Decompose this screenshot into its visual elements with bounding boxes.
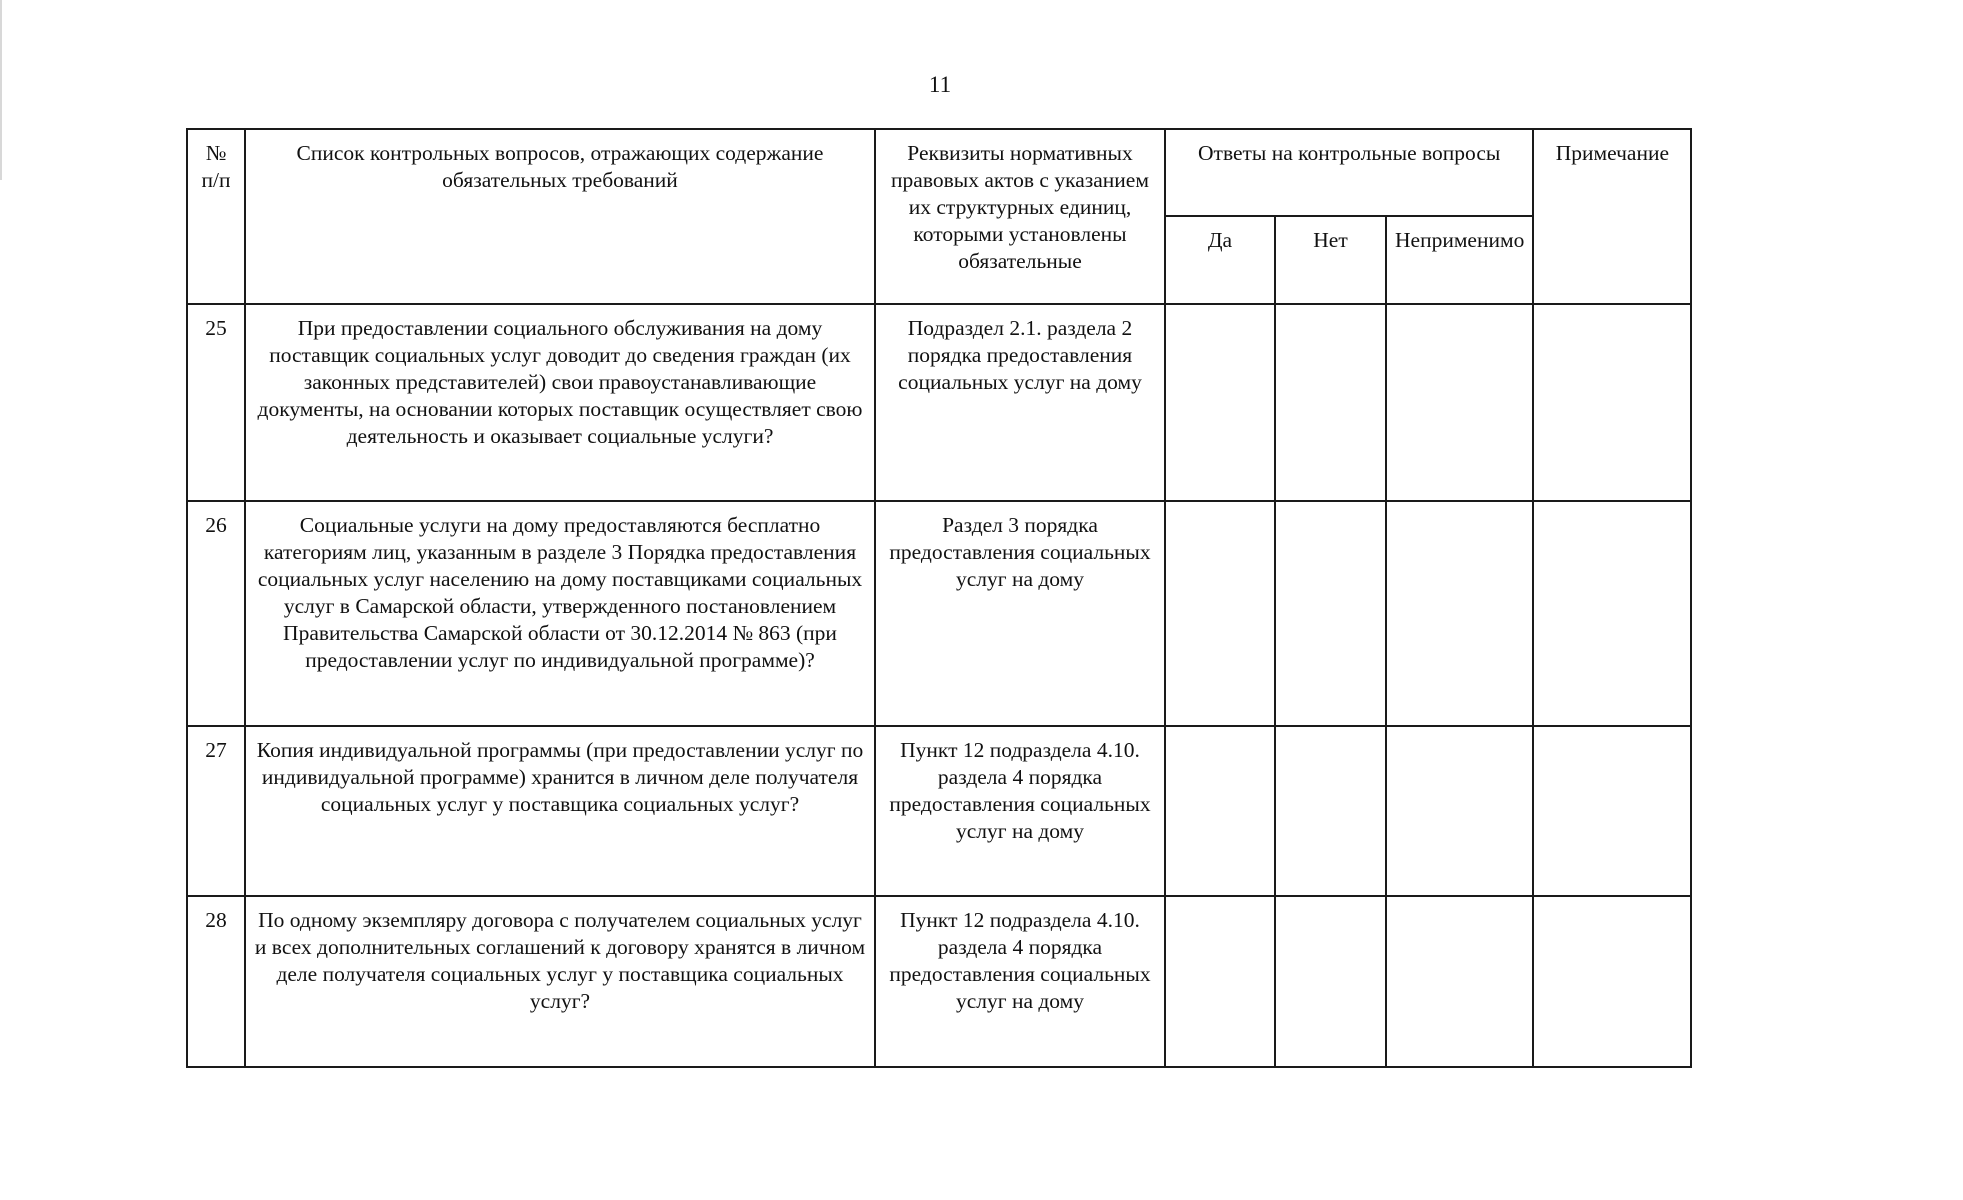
- table-header-row: [187, 129, 1691, 216]
- row-number: 28: [187, 896, 245, 1067]
- answer-not-applicable-cell[interactable]: [1386, 726, 1533, 896]
- note-cell[interactable]: [1533, 896, 1691, 1067]
- answer-yes-cell[interactable]: [1165, 896, 1275, 1067]
- checklist-table: [186, 128, 1692, 1068]
- table-row: [187, 896, 1691, 1067]
- answer-yes-cell[interactable]: [1165, 501, 1275, 726]
- answer-no-cell[interactable]: [1275, 501, 1386, 726]
- table-row: [187, 304, 1691, 501]
- answer-no-cell[interactable]: [1275, 304, 1386, 501]
- header-note: Примечание: [1533, 129, 1691, 304]
- row-question: Социальные услуги на дому предоставляются бесплатно категориям лиц, указанным в разделе 3 Порядка предоставления социальных услуг населению на дому поставщиками социальных услуг в Самарской области, утвержденного постановлением Правительства Самарской области от 30.12.2014 № 863 (при предоставлении услуг по индивидуальной программе)?: [245, 501, 875, 726]
- row-requisites: Пункт 12 подраздела 4.10. раздела 4 порядка предоставления социальных услуг на дому: [875, 726, 1165, 896]
- answer-yes-cell[interactable]: [1165, 304, 1275, 501]
- row-requisites: Раздел 3 порядка предоставления социальных услуг на дому: [875, 501, 1165, 726]
- answer-not-applicable-cell[interactable]: [1386, 501, 1533, 726]
- table-row: [187, 501, 1691, 726]
- note-cell[interactable]: [1533, 304, 1691, 501]
- row-requisites: Подраздел 2.1. раздела 2 порядка предоставления социальных услуг на дому: [875, 304, 1165, 501]
- header-question: Список контрольных вопросов, отражающих содержание обязательных требований: [245, 129, 875, 304]
- header-requisites: [875, 129, 1165, 304]
- answer-no-cell[interactable]: [1275, 896, 1386, 1067]
- answer-yes-cell[interactable]: [1165, 726, 1275, 896]
- row-question: Копия индивидуальной программы (при предоставлении услуг по индивидуальной программе) хранится в личном деле получателя социальных услуг у поставщика социальных услуг?: [245, 726, 875, 896]
- row-number: 25: [187, 304, 245, 501]
- answer-not-applicable-cell[interactable]: [1386, 304, 1533, 501]
- table-row: [187, 726, 1691, 896]
- row-question: При предоставлении социального обслуживания на дому поставщик социальных услуг доводит до сведения граждан (их законных представителей) свои правоустанавливающие документы, на основании которых поставщик осуществляет свою деятельность и оказывает социальные услуги?: [245, 304, 875, 501]
- page-number: 11: [928, 72, 952, 97]
- answer-not-applicable-cell[interactable]: [1386, 896, 1533, 1067]
- header-number: № п/п: [187, 129, 245, 304]
- row-question: По одному экземпляру договора с получателем социальных услуг и всех дополнительных соглашений к договору хранятся в личном деле получателя социальных услуг у поставщика социальных услуг?: [245, 896, 875, 1067]
- header-no: Нет: [1275, 216, 1386, 304]
- header-requisites-text: Реквизиты нормативных правовых актов с указанием их структурных единиц, которыми установлены обязательные: [891, 141, 1149, 273]
- header-answers: Ответы на контрольные вопросы: [1165, 129, 1533, 216]
- answer-no-cell[interactable]: [1275, 726, 1386, 896]
- row-number: 26: [187, 501, 245, 726]
- row-number: 27: [187, 726, 245, 896]
- row-requisites: Пункт 12 подраздела 4.10. раздела 4 порядка предоставления социальных услуг на дому: [875, 896, 1165, 1067]
- note-cell[interactable]: [1533, 726, 1691, 896]
- header-not-applicable: Неприменимо: [1386, 216, 1533, 304]
- header-yes: Да: [1165, 216, 1275, 304]
- note-cell[interactable]: [1533, 501, 1691, 726]
